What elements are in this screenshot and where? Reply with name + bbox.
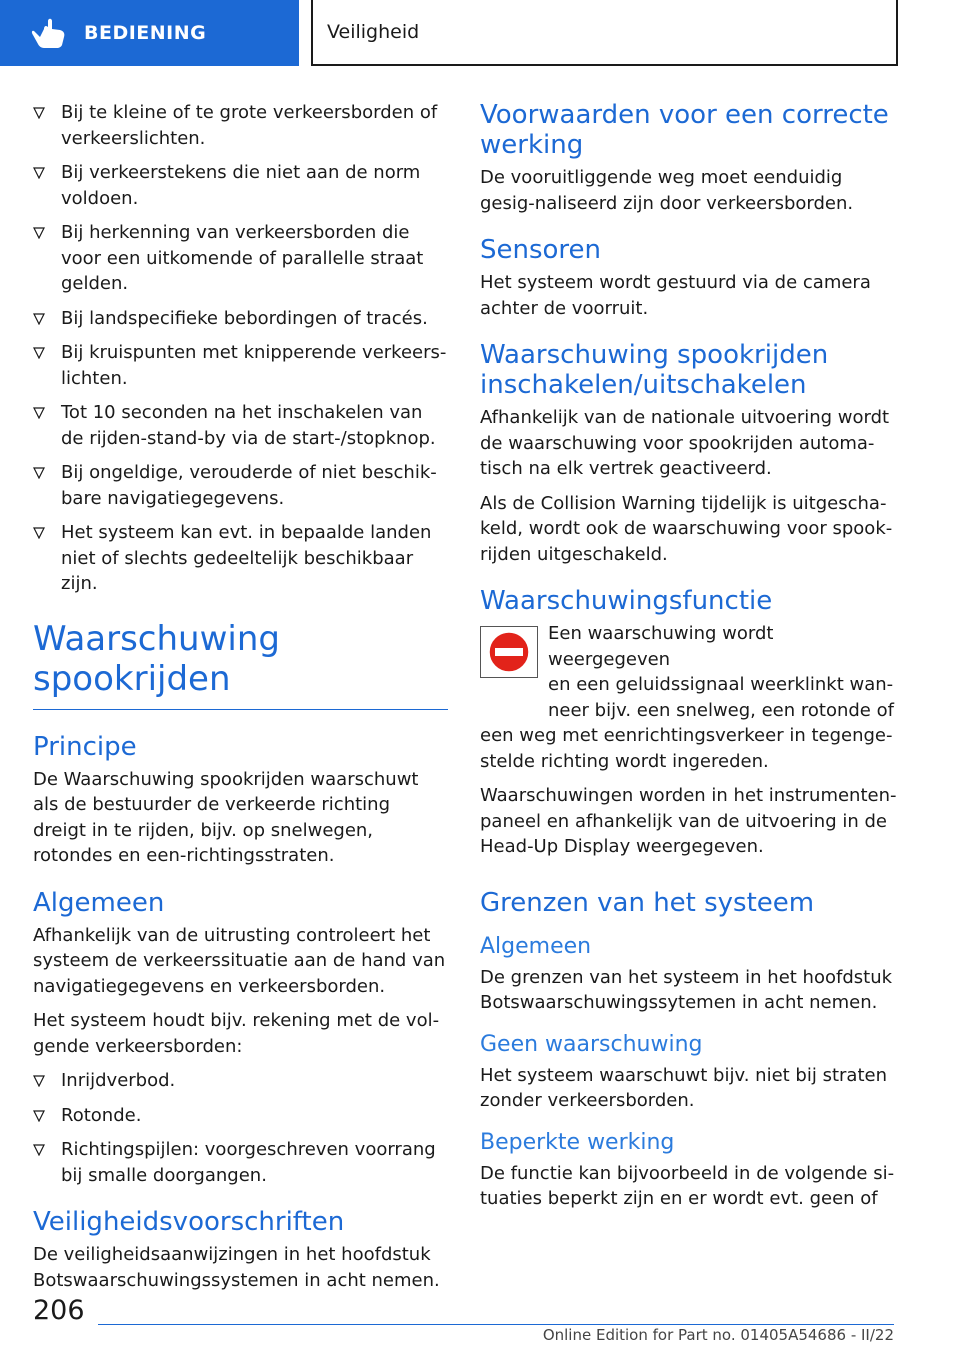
- functie-heading: Waarschuwingsfunctie: [480, 586, 773, 616]
- sensoren-text: Het systeem wordt gestuurd via de camera achter de voorruit.: [480, 272, 871, 319]
- footer-divider: [98, 1324, 894, 1325]
- list-item: [33, 520, 448, 597]
- principe-heading: Principe: [33, 731, 137, 762]
- functie-line: en een geluidssignaal weerklinkt wan-: [548, 674, 894, 695]
- section-label: BEDIENING: [84, 22, 207, 44]
- inschakelen-text-2: Als de Collision Warning tijdelijk is uitgescha-keld, wordt ook de waarschuwing voor spook-rijden uitgeschakeld.: [480, 492, 893, 565]
- algemeen-heading: Algemeen: [33, 887, 165, 918]
- triangle-bullet-icon: [33, 107, 45, 119]
- list-item: [33, 1137, 448, 1188]
- list-item: [33, 220, 448, 297]
- triangle-bullet-icon: [33, 407, 45, 419]
- chapter-label: Veiligheid: [327, 21, 420, 43]
- list-item: [33, 160, 448, 211]
- list-item-text: Bij kruispunten met knipperende verkeers-lichten.: [61, 342, 447, 389]
- functie-line: Een waarschuwing wordt weergegeven: [548, 623, 774, 670]
- triangle-bullet-icon: [33, 1075, 45, 1087]
- beperkt-text: De functie kan bijvoorbeeld in de volgende si-tuaties beperkt zijn en er wordt evt. geen of: [480, 1162, 895, 1209]
- voorwaarden-heading: Voorwaarden voor een correcte werking: [480, 100, 889, 160]
- list-item: [33, 460, 448, 511]
- grenzen-algemeen-heading: Algemeen: [480, 933, 592, 959]
- algemeen-text: Afhankelijk van de uitrusting controleert het systeem de verkeerssituatie aan de hand van navigatiegegevens en verkeersborden.: [33, 924, 446, 997]
- sensoren-heading: Sensoren: [480, 235, 602, 265]
- list-item: [33, 400, 448, 451]
- triangle-bullet-icon: [33, 467, 45, 479]
- main-section-title: Waarschuwing spookrijden: [33, 619, 448, 710]
- veiligheid-text: De veiligheidsaanwijzingen in het hoofdstuk Botswaarschuwingssystemen in acht nemen.: [33, 1244, 440, 1291]
- list-item: [33, 1103, 448, 1129]
- list-item-text: Bij verkeerstekens die niet aan de norm voldoen.: [61, 162, 421, 209]
- left-column: [33, 100, 448, 1302]
- functie-line: neer bijv. een snelweg, een rotonde of: [548, 699, 894, 721]
- inschakelen-heading: Waarschuwing spookrijden inschakelen/uitschakelen: [480, 340, 829, 400]
- page-number: 206: [33, 1295, 85, 1326]
- list-item-text: Richtingspijlen: voorgeschreven voorrang bij smalle doorgangen.: [61, 1139, 436, 1186]
- triangle-bullet-icon: [33, 527, 45, 539]
- geen-text: Het systeem waarschuwt bijv. niet bij straten zonder verkeersborden.: [480, 1064, 887, 1111]
- grenzen-algemeen-text: De grenzen van het systeem in het hoofdstuk Botswaarschuwingssytemen in acht nemen.: [480, 966, 893, 1013]
- list-item-text: Bij te kleine of te grote verkeersborden of verkeerslichten.: [61, 102, 438, 149]
- principe-text: De Waarschuwing spookrijden waarschuwt als de bestuurder de verkeerde richting dreigt in te rijden, bijv. op snelwegen, rotondes en een-richtingsstraten.: [33, 768, 419, 866]
- list-item: [33, 100, 448, 151]
- voorwaarden-text: De vooruitliggende weg moet eenduidig gesig-naliseerd zijn door verkeersborden.: [480, 167, 854, 214]
- list-item-text: Inrijdverbod.: [61, 1070, 176, 1091]
- inschakelen-text: Afhankelijk van de nationale uitvoering wordt de waarschuwing voor spookrijden automa-tisch na elk vertrek geactiveerd.: [480, 407, 890, 479]
- list-item-text: Bij ongeldige, verouderde of niet beschik-bare navigatiegegevens.: [61, 462, 437, 509]
- algemeen-text-2: Het systeem houdt bijv. rekening met de vol-gende verkeersborden:: [33, 1010, 440, 1057]
- list-item: [33, 340, 448, 391]
- triangle-bullet-icon: [33, 1110, 45, 1122]
- geen-heading: Geen waarschuwing: [480, 1031, 703, 1057]
- list-item-text: Het systeem kan evt. in bepaalde landen niet of slechts gedeeltelijk beschikbaar zijn.: [61, 522, 432, 594]
- triangle-bullet-icon: [33, 167, 45, 179]
- grenzen-heading: Grenzen van het systeem: [480, 887, 815, 918]
- triangle-bullet-icon: [33, 1144, 45, 1156]
- triangle-bullet-icon: [33, 347, 45, 359]
- functie-paragraph: [480, 621, 898, 774]
- beperkt-heading: Beperkte werking: [480, 1129, 675, 1155]
- functie-text-2: Waarschuwingen worden in het instrumenten-paneel en afhankelijk van de uitvoering in de Head-Up Display weergegeven.: [480, 785, 897, 857]
- no-entry-sign-icon: [480, 626, 538, 678]
- hand-pointer-icon: [30, 17, 70, 49]
- triangle-bullet-icon: [33, 227, 45, 239]
- chapter-tab: [311, 0, 898, 66]
- list-item-text: Bij herkenning van verkeersborden die voor een uitkomende of parallelle straat gelden.: [61, 222, 424, 294]
- list-item: [33, 1068, 448, 1094]
- functie-line: een weg met eenrichtingsverkeer in tegenge-stelde richting wordt ingereden.: [480, 725, 893, 772]
- sign-bullet-list: [33, 1068, 448, 1188]
- veiligheid-heading: Veiligheidsvoorschriften: [33, 1207, 345, 1237]
- list-item: [33, 306, 448, 332]
- list-item-text: Bij landspecifieke bebordingen of tracés.: [61, 307, 428, 329]
- edition-text: Online Edition for Part no. 01405A54686 - II/22: [542, 1326, 894, 1344]
- intro-bullet-list: [33, 100, 448, 597]
- right-column: [480, 100, 898, 1221]
- triangle-bullet-icon: [33, 313, 45, 325]
- list-item-text: Rotonde.: [61, 1104, 142, 1126]
- list-item-text: Tot 10 seconden na het inschakelen van de rijden-stand-by via de start-/stopknop.: [61, 402, 436, 449]
- section-tab: [0, 0, 299, 66]
